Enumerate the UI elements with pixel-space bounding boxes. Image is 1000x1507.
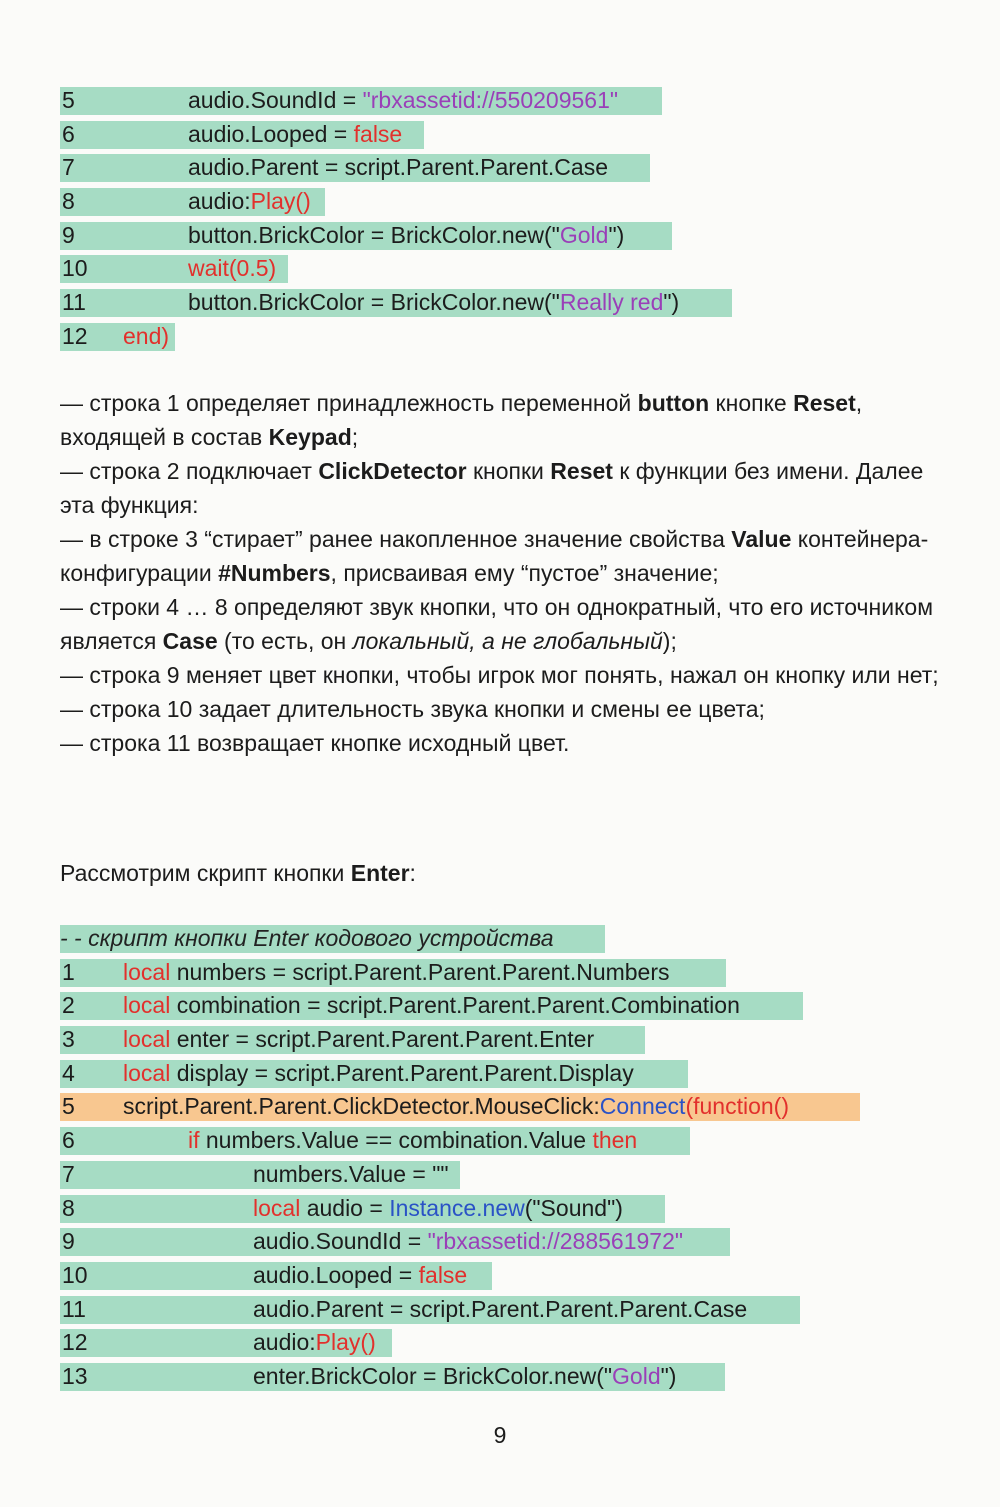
paragraph: — строка 10 задает длительность звука кнопки и смены ее цвета;: [60, 696, 765, 722]
code-keyword: end): [123, 322, 170, 349]
line-number: 8: [62, 188, 75, 215]
code-builtin: Connect: [599, 1093, 686, 1120]
code-string: "rbxassetid://550209561": [362, 87, 619, 113]
line-number: 5: [62, 87, 75, 113]
code-keyword: if: [188, 1127, 200, 1154]
line-number: 9: [62, 221, 75, 248]
line-number: 7: [62, 1160, 75, 1187]
line-number: 2: [62, 992, 75, 1019]
line-number: 5: [62, 1093, 75, 1120]
line-number: 8: [62, 1194, 75, 1221]
line-number: 12: [62, 1329, 88, 1356]
code-text: combination = script.Parent.Parent.Parent.Combination: [170, 992, 740, 1019]
line-number: 6: [62, 120, 75, 147]
line-number: 9: [62, 1228, 75, 1255]
code-comment: - - скрипт кнопки Enter кодового устройства: [60, 925, 554, 951]
intro-enter-script: Рассмотрим скрипт кнопки Enter:: [60, 860, 416, 886]
code-string: "rbxassetid://288561972": [427, 1228, 684, 1255]
code-builtin: Instance.new: [389, 1194, 525, 1221]
page-number: 9: [493, 1422, 507, 1448]
code-text: audio:: [253, 1329, 316, 1356]
line-number: 3: [62, 1026, 75, 1053]
code-text: audio:: [188, 188, 251, 215]
code-keyword: then: [592, 1127, 638, 1154]
code-keyword: local: [123, 1026, 171, 1053]
line-number: 11: [62, 1295, 86, 1322]
line-number: 11: [62, 289, 86, 316]
paragraph: — строка 9 меняет цвет кнопки, чтобы игрок мог понять, нажал он кнопку или нет;: [60, 662, 939, 688]
paragraph: — строки 4 … 8 определяют звук кнопки, что он однократный, что его источником является Case (то есть, он локальный, а не глобальный);: [60, 594, 934, 654]
code-string: Gold: [559, 221, 609, 248]
code-text: audio.SoundId =: [253, 1228, 428, 1255]
code-keyword: Play(): [315, 1329, 376, 1356]
code-text: "): [660, 1362, 677, 1389]
code-text: audio =: [300, 1194, 390, 1221]
code-text: audio.Parent = script.Parent.Parent.Parent.Case: [253, 1295, 748, 1322]
paragraph: — строка 1 определяет принадлежность переменной button кнопке Reset, входящей в состав Keypad;: [60, 390, 863, 450]
code-keyword: (function(): [685, 1093, 789, 1120]
paragraph: — в строке 3 “стирает” ранее накопленное значение свойства Value контейнера-конфигурации #Numbers, присваивая ему “пустое” значение;: [60, 526, 929, 586]
code-string: Really red: [559, 289, 664, 316]
code-text: "): [663, 289, 680, 316]
code-keyword: false: [418, 1261, 468, 1288]
code-text: display = script.Parent.Parent.Parent.Display: [170, 1059, 634, 1086]
code-text: enter.BrickColor = BrickColor.new(": [253, 1362, 613, 1389]
explanation-text: [60, 386, 940, 760]
code-keyword: local: [123, 1059, 171, 1086]
line-number: 10: [62, 255, 88, 282]
code-text: audio.Parent = script.Parent.Parent.Case: [188, 154, 608, 181]
paragraph: — строка 11 возвращает кнопке исходный цвет.: [60, 730, 570, 756]
line-number: 1: [62, 958, 75, 985]
code-text: "): [608, 221, 625, 248]
code-text: audio.Looped =: [253, 1261, 419, 1288]
line-number: 4: [62, 1059, 75, 1086]
code-keyword: local: [123, 958, 171, 985]
code-keyword: wait(0.5): [188, 255, 277, 282]
code-keyword: local: [253, 1194, 301, 1221]
code-text: button.BrickColor = BrickColor.new(": [188, 221, 560, 248]
line-number: 7: [62, 154, 75, 181]
code-keyword: Play(): [250, 188, 311, 215]
code-text: enter = script.Parent.Parent.Parent.Enter: [170, 1026, 595, 1053]
code-keyword: local: [123, 992, 171, 1019]
code-text: script.Parent.Parent.ClickDetector.MouseClick:: [123, 1093, 600, 1120]
line-number: 6: [62, 1127, 75, 1154]
code-text: numbers = script.Parent.Parent.Parent.Numbers: [170, 958, 670, 985]
code-text: audio.Looped =: [188, 120, 354, 147]
code-text: audio.SoundId =: [188, 87, 363, 113]
code-text: numbers.Value = "": [253, 1160, 449, 1187]
code-text: button.BrickColor = BrickColor.new(": [188, 289, 560, 316]
line-number: 13: [62, 1362, 88, 1389]
code-keyword: false: [353, 120, 403, 147]
code-string: Gold: [612, 1362, 661, 1389]
code-text: numbers.Value == combination.Value: [199, 1127, 593, 1154]
code-text: ("Sound"): [524, 1194, 623, 1221]
line-number: 10: [62, 1261, 88, 1288]
line-number: 12: [62, 322, 88, 349]
paragraph: — строка 2 подключает ClickDetector кнопки Reset к функции без имени. Далее эта функция:: [60, 458, 924, 518]
